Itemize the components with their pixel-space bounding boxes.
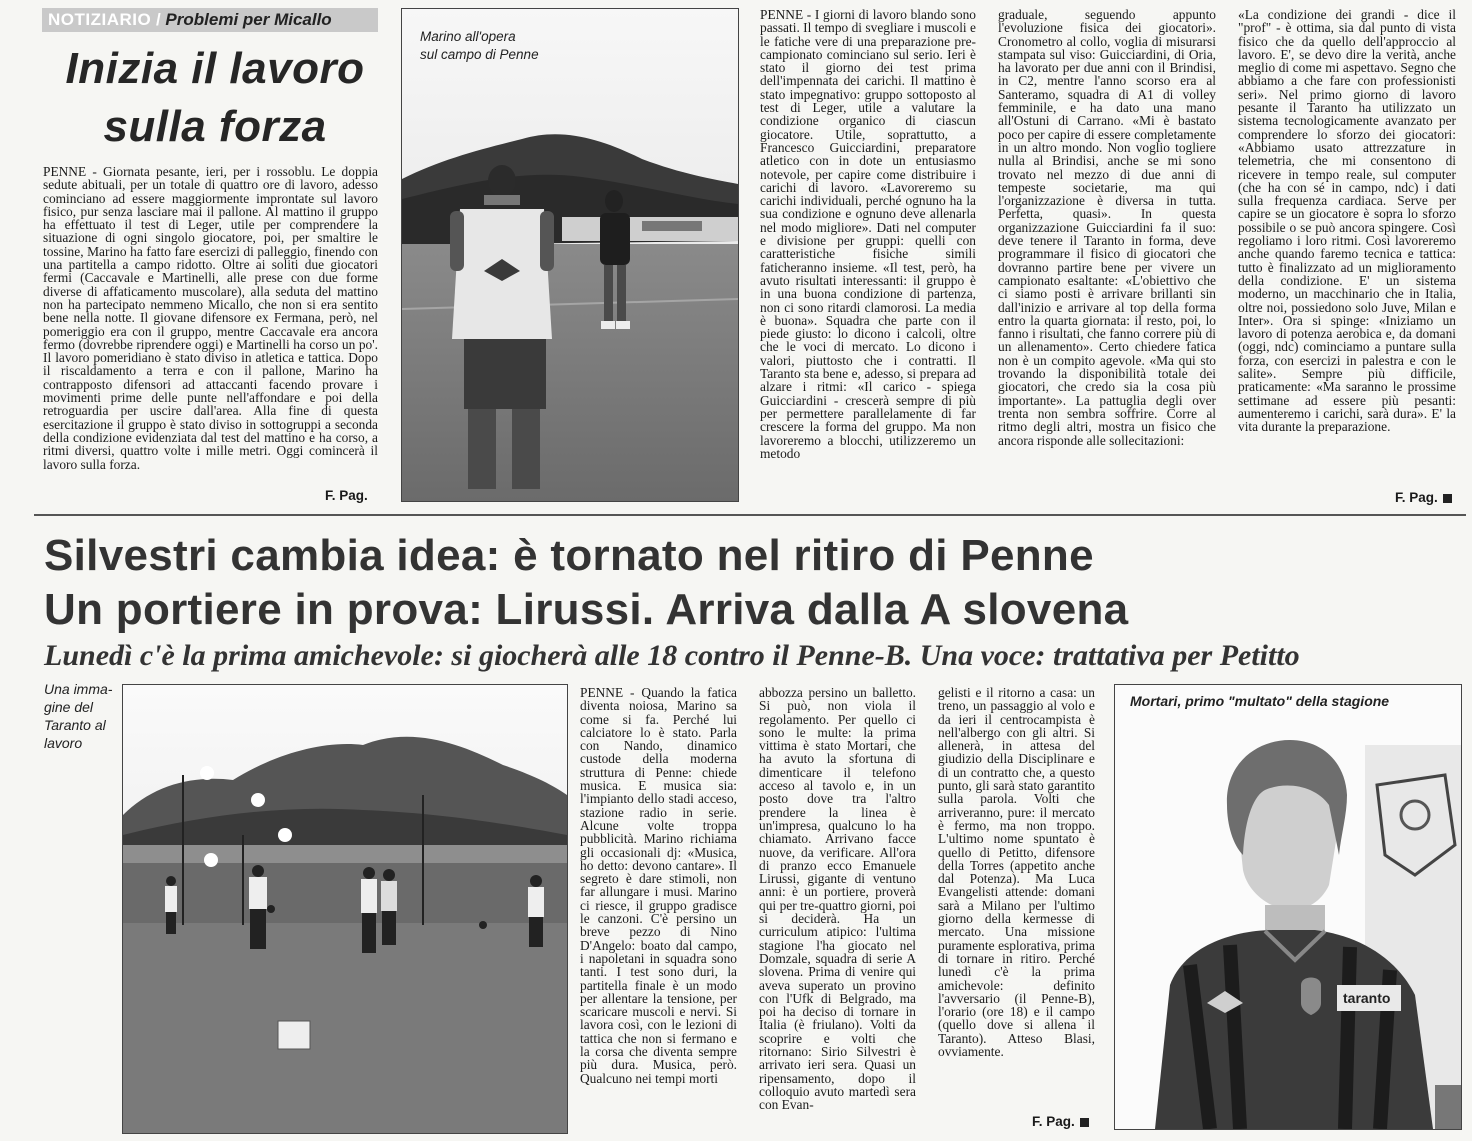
top-headline-line2: sulla forza [103, 102, 327, 151]
bottom-article-column-2 [759, 686, 916, 1134]
section-divider [34, 514, 1466, 516]
bottom-article-column-1 [580, 686, 737, 1134]
left-photo-caption: Una imma-gine del Taranto al lavoro [44, 681, 113, 751]
jersey-sponsor-text: taranto [1343, 990, 1391, 1006]
top-photo-caption-line1: Marino all'opera [420, 29, 516, 44]
end-marker-icon [1443, 494, 1452, 503]
top-photo [401, 8, 739, 502]
kicker-separator: / [155, 10, 161, 29]
portrait-photo [1114, 684, 1462, 1130]
top-article-column-2 [760, 8, 976, 504]
bottom-subheadline: Lunedì c'è la prima amichevole: si giocherà alle 18 contro il Penne-B. Una voce: trattativa per Petitto [44, 639, 1300, 672]
end-marker-icon [1080, 1118, 1089, 1127]
top-article-text-3: graduale, seguendo appunto l'evoluzione fisica dei giocatori». Cronometro al collo, voglia di misurarsi stampata sul viso: Guicciardini, di Oria, ha lavorato per due anni con il Brindisi, in C2, mentre l'anno scorso era al Santeramo, squadra di A1 di volley femminile, e ha dato una mano all'Ostuni di Carrano. «Mi è bastato poco per capire di essere completamente in un altro mondo. Non voglio togliere nulla al Brindisi, anche se mi sono trovato nel mezzo di due anni di tempeste societarie, ma qui l'organizzazione è diversa in tutta. Perfetta, quasi». In questa organizzazione Guicciardini fa il suo: deve tenere il Taranto in forma, deve programmare il fisico di giocatori che dovranno partire bene per vivere un campionato esaltante: «L'obiettivo che ci siamo posti è arrivare brillanti sin dall'inizio e arrivare al top della forma entro la quarta giornata: il resto, poi, lo fanno i risultati, che fanno correre più di un allenamento». Certo chiedere fatica non è un compito agevole. «Ma qui sto trovando la disponibilità totale dei giocatori, che credo sia la cosa più importante». La pattuglia degli over trenta non sembra soffrire. Corre al ritmo degli altri, mostra un fisico che ancora risponde alle sollecitazioni: [998, 8, 1216, 448]
kicker-label: NOTIZIARIO [48, 10, 152, 29]
portrait-caption: Mortari, primo "multato" della stagione [1130, 693, 1390, 709]
bottom-byline-text: F. Pag. [1032, 1114, 1075, 1129]
bottom-photo [122, 684, 568, 1134]
bottom-article-text-3: gelisti e il ritorno a casa: un treno, un passaggio al volo e da ieri il centrocampista è nell'albergo con gli altri. Si allenerà, in attesa del giudizio della Disciplinare e di un contratto che, a questo punto, gli sarà stato garantito sulla parola. Volti che arriveranno, pure: il mercato è fermo, ma non troppo. L'ultimo nome spuntato è quello di Petitto, difensore della Torres (appetito anche dal Potenza). Ma Luca Evangelisti attende: domani sarà a Milano per l'ultimo giorno della kermesse di mercato. Una missione puramente esplorativa, prima di tornare in ritiro. Perché lunedì c'è la prima amichevole: definito l'avversario (il Penne-B), l'orario (ore 18) e il campo (quello dove si allena il Taranto). Atteso Blasi, ovviamente. [938, 686, 1095, 1060]
top-photo-caption [420, 28, 640, 64]
training-photo-marino [402, 9, 738, 501]
top-article-column-4 [1238, 8, 1456, 482]
mortari-portrait [1115, 685, 1461, 1129]
top-byline-right [1395, 490, 1452, 505]
top-headline [40, 40, 390, 156]
bottom-byline [1032, 1114, 1089, 1129]
top-article-text-1: PENNE - Giornata pesante, ieri, per i rossoblu. Le doppia sedute abituali, per un totale di quattro ore di lavoro, adesso cominciano ad essere maggiormente improntate sul lavoro fisico, pur senza lasciare mai il pallone. Al mattino il gruppo ha effettuato il test di Leger, utile per comprendere la situazione di ogni singolo giocatore, poi, per smaltire le tossine, Marino ha fatto fare esercizi di palleggio, finendo con una partitella a campo ridotto. Oltre ai soliti due giocatori fermi (Caccavale e Martinelli, alle prese con due forme diverse di affaticamento muscolare), alla seduta del mattino non ha partecipato nemmeno Micallo, che non si era sentito bene nella notte. Il giovane difensore ex Fermana, però, nel pomeriggio era con il gruppo, mentre Caccavale era ancora fermo (dovrebbe riprendere oggi) e Martinelli ha corso un po'. Il lavoro pomeridiano è stato diviso in atletica e tattica. Dopo il riscaldamento a terra e con il pallone, Marino ha contrapposto difensori ad attaccanti facendo provare i movimenti prime delle punte nell'affondare e poi della retroguardia per uscire dall'area. Alla fine di questa esercitazione il gruppo è stato diviso in sottogruppi a seconda della condizione evidenziata dal test del mattino e ha corso, a ritmi diversi, quattro volte i mille metri. Oggi comincerà il lavoro sulla forza. [43, 165, 378, 472]
team-training-photo [123, 685, 567, 1133]
bottom-headline-line1: Silvestri cambia idea: è tornato nel ritiro di Penne [44, 531, 1094, 580]
top-byline-right-text: F. Pag. [1395, 490, 1438, 505]
bottom-article-text-1: PENNE - Quando la fatica diventa noiosa, Marino sa come si fa. Perché lui calciatore lo è stato. Parla con Nando, dinamico custode della moderna struttura di Penne: chiede musica. E musica sia: l'impianto dello stadi acceso, stazione radio in serie. Alcune volte troppa pubblicità. Marino richiama gli occasionali dj: «Musica, ho detto: devono cantare». Il segreto è dare stimoli, non far allungare i musi. Marino ci riesce, il gruppo gradisce le canzoni. C'è persino un breve pezzo di Nino D'Angelo: boato dal campo, i napoletani in squadra sono tanti. I test sono duri, la partitella finale è un modo per allentare la tensione, per scaricare muscoli e nervi. Si lavora così, con le lezioni di tattica che non si fermano e la corsa che diventa sempre più dura. Musica, però. Qualcuno nei tempi morti [580, 686, 737, 1086]
bottom-article-text-2: abbozza persino un balletto. Si può, non viola il regolamento. Per quello ci sono le multe: la prima vittima è stato Mortari, che ha avuto la sfortuna di dimenticare il telefono acceso al tavolo e, in un posto dove tra l'altro prendere la linea è un'impresa, qualcuno lo ha chiamato. Arrivano facce nuove, da verificare. All'ora di pranzo ecco Emanuele Lirussi, gigante di ventuno anni: è un portiere, proverà qui per tre-quattro giorni, poi si deciderà. Ha un curriculum atipico: l'ultima stagione l'ha giocato nel Domzale, squadra di serie A slovena. Prima di venire qui aveva superato un provino con l'Ufk di Belgrado, ma poi ha deciso di tornare in Italia (è friulano). Volti da scoprire e volti che ritornano: Sirio Silvestri è arrivato ieri sera. Quasi un ripensamento, dopo il colloquio avuto martedì sera con Evan- [759, 686, 916, 1113]
top-article-column-1 [43, 165, 378, 493]
top-photo-caption-line2: sul campo di Penne [420, 47, 539, 62]
top-article-text-4: «La condizione dei grandi - dice il "prof" - è ottima, sia dal punto di vista fisico che da quello dell'approccio al lavoro. E', se devo dire la verità, anche meglio di come mi aspettavo. Segno che abbiamo a che fare con professionisti seri». Nel primo giorno di lavoro pesante il Taranto ha utilizzato un sistema tecnologicamente avanzato per comprendere lo sforzo dei giocatori: «Abbiamo usato attrezzature in telemetria, che mi consentono di ricevere in tempo reale, sul computer (che ha con sé in campo, ndc) i dati sulla frequenza cardiaca. Serve per capire se un giocatore è sopra lo sforzo possibile o se può ancora spingere. Così regoliamo i loro ritmi. Così lavoreremo anche quando faremo tecnica e tattica: tutto è finalizzato ad un miglioramento della condizione. E' un sistema moderno, un macchinario che in Italia, oltre noi, possiedono solo Juve, Milan e Inter». Ora si spinge: «Iniziamo un lavoro di potenza aerobica e, da domani (oggi, ndc) cominciamo a puntare sulla forza, con esercizi in palestra e con le salite». Sempre più difficile, praticamente: «Ma saranno le prossime settimane ad essere più pesanti: aumenteremo i carichi, sarà dura». E' la vita durante la preparazione. [1238, 8, 1456, 435]
bottom-article-column-3 [938, 686, 1095, 1108]
top-byline-left: F. Pag. [325, 488, 368, 503]
top-article-text-2: PENNE - I giorni di lavoro blando sono passati. Il tempo di svegliare i muscoli e le fatiche vere di una preparazione pre-campionato cominciano sul serio. Ieri è stato il giorno dei test prima dell'impennata dei carichi. Il mattino è stato impegnativo: gruppo sottoposto al test di Leger, utile a valutare la condizione organico di ciascun giocatore. Utile, soprattutto, a Francesco Guicciardini, preparatore atletico con in dote un entusiasmo notevole, per capire come distribuire i carichi di lavoro. «Lavoreremo su carichi individuali, perché ognuno ha la sua condizione e ognuno deve allenarla nel modo migliore». Dati nel computer e divisione per gruppi: quelli con caratteristiche fisiche simili faticheranno insieme. «Il test, però, ha avuto risultati interessanti: il gruppo è in una buona condizione di partenza, non ci sono ritardi clamorosi. La media è buona». Squadra che parte con il piede giusto: lo dicono i calcoli, oltre che le voci di mercato. Lo dicono i valori, piuttosto che i contratti. Il Taranto sta bene e, adesso, si prepara ad alzare i ritmi: «Il carico - spiega Guicciardini - crescerà sempre di più per permettere parallelamente di far crescere la forma del gruppo. Ma non lavoreremo a blocchi, utilizzeremo un metodo [760, 8, 976, 461]
section-kicker [42, 8, 378, 32]
bottom-headline-line2: Un portiere in prova: Lirussi. Arriva dalla A slovena [44, 585, 1129, 634]
kicker-topic: Problemi per Micallo [165, 10, 332, 29]
top-article-column-3 [998, 8, 1216, 504]
top-headline-line1: Inizia il lavoro [65, 44, 365, 93]
